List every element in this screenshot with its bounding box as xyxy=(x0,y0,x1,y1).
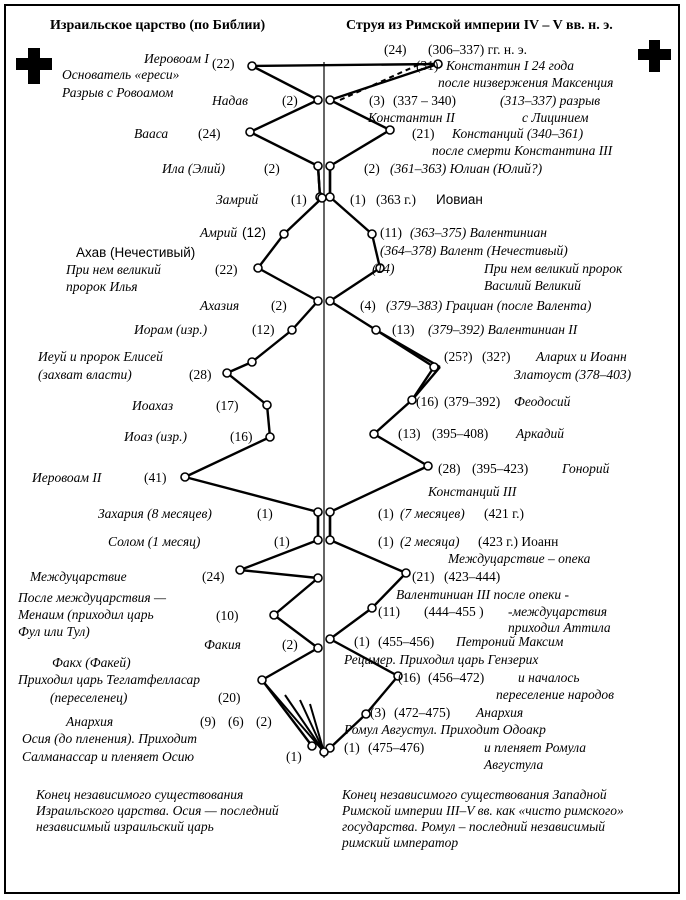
ruler-label: Захария (8 месяцев) xyxy=(98,506,212,521)
node-circle xyxy=(326,536,334,544)
ruler-label: Аларих и Иоанн xyxy=(536,349,627,364)
years-label: (1) xyxy=(344,740,360,755)
left-header: Израильское царство (по Библии) xyxy=(50,18,266,33)
ruler-label: Ила (Элий) xyxy=(162,161,226,176)
ruler-label: Замрий xyxy=(216,192,259,207)
note-label: При нем великий xyxy=(66,262,161,277)
years-label: (21) xyxy=(412,569,435,584)
ruler-label: Анархия xyxy=(66,714,114,729)
years-label: (1) xyxy=(257,506,273,521)
node-circle xyxy=(236,566,244,574)
note-label: Рецимер. Приходил царь Гензерих xyxy=(344,652,539,667)
years-label: (22) xyxy=(215,262,238,277)
node-circle xyxy=(326,635,334,643)
note-label: Августула xyxy=(484,757,544,772)
ruler-label: Гонорий xyxy=(562,461,610,476)
note-label: (7 месяцев) xyxy=(400,506,465,521)
years-label: (2) xyxy=(271,298,287,313)
connector-line xyxy=(262,648,318,680)
years-label: (3) xyxy=(370,705,386,720)
years-label: (13) xyxy=(392,322,415,337)
ruler-label: Константин II xyxy=(368,110,455,125)
years-label: (1) xyxy=(286,749,302,764)
ruler-label: Иеровоам II xyxy=(32,470,102,485)
dates-label: (337 – 340) xyxy=(393,93,456,108)
years-label: (24) xyxy=(198,126,221,141)
years-label: (1) xyxy=(350,192,366,207)
note-label: Менаим (приходил царь xyxy=(18,607,154,622)
ruler-label: Петроний Максим xyxy=(456,634,564,649)
ruler-label: Иоаз (изр.) xyxy=(124,429,188,444)
node-circle xyxy=(254,264,262,272)
years-label: (12) xyxy=(242,225,267,240)
ruler-label: (363–375) Валентиниан xyxy=(410,225,547,240)
node-circle xyxy=(402,569,410,577)
node-circle xyxy=(372,326,380,334)
node-circle xyxy=(270,611,278,619)
note-label: и началось xyxy=(518,670,580,685)
node-circle xyxy=(408,396,416,404)
node-circle xyxy=(263,401,271,409)
years-label: (21) xyxy=(412,126,435,141)
node-circle xyxy=(370,430,378,438)
note-label: пророк Илья xyxy=(66,279,138,294)
years-label: (25?) xyxy=(444,349,473,364)
ruler-label: Анархия xyxy=(476,705,524,720)
dates-label: (379–392) xyxy=(444,394,501,409)
ruler-label: Констанций (340–361) xyxy=(452,126,584,141)
node-circle xyxy=(362,710,370,718)
dates-label: (423–444) xyxy=(444,569,501,584)
connector-line xyxy=(185,437,270,477)
node-circle xyxy=(326,297,334,305)
note-label: Василий Великий xyxy=(484,278,581,293)
ruler-label: (379–392) Валентиниан II xyxy=(428,322,578,337)
node-circle xyxy=(314,508,322,516)
note-label: (313–337) разрыв xyxy=(500,93,601,108)
connector-line xyxy=(250,132,318,166)
note-label: и пленяет Ромула xyxy=(484,740,587,755)
node-circle xyxy=(314,96,322,104)
node-circle xyxy=(288,326,296,334)
years-label: (11) xyxy=(378,604,400,619)
years-label: (2) xyxy=(264,161,280,176)
note-label: Салманассар и пленяет Осию xyxy=(22,749,195,764)
ruler-label: (423 г.) Иоанн xyxy=(478,534,559,549)
years-label: (6) xyxy=(228,714,244,729)
dates-label: (395–408) xyxy=(432,426,489,441)
note-label: Фул или Тул) xyxy=(18,624,90,639)
years-label: (11) xyxy=(380,225,402,240)
years-label: (10) xyxy=(216,608,239,623)
ruler-label: Иоахаз xyxy=(132,398,174,413)
ruler-label: Амрий xyxy=(200,225,238,240)
ruler-label: Иорам (изр.) xyxy=(134,322,208,337)
right-header: Струя из Римской империи IV – V вв. н. э. xyxy=(346,18,613,33)
years-label: (31) xyxy=(416,58,439,73)
node-circle xyxy=(248,358,256,366)
connector-line xyxy=(285,695,324,752)
ruler-label: Солом (1 месяц) xyxy=(108,534,201,549)
ruler-label: Валентиниан III после опеки - xyxy=(396,587,570,602)
ruler-label: Констанций III xyxy=(428,484,517,499)
node-circle xyxy=(280,230,288,238)
connector-line xyxy=(258,268,318,301)
ruler-label: Ахав (Нечестивый) xyxy=(76,245,196,260)
ruler-label: Факх (Факей) xyxy=(52,655,131,670)
bottom-note-left: Конец независимого существования Израильского царства. Осия — последний независимый израильский царь xyxy=(36,787,279,834)
node-circle xyxy=(326,162,334,170)
note-label: (захват власти) xyxy=(38,367,132,382)
ruler-label: Ромул Августул. Приходит Одоакр xyxy=(344,722,546,737)
note-label: Междуцарствие – опека xyxy=(448,551,591,566)
node-circle xyxy=(386,126,394,134)
ruler-label: Надав xyxy=(212,93,248,108)
connector-line xyxy=(274,578,318,615)
years-label: (2) xyxy=(364,161,380,176)
ruler-label: Константин I 24 года xyxy=(446,58,574,73)
years-label: (16) xyxy=(398,670,421,685)
years-label: (16) xyxy=(230,429,253,444)
years-label: (1) xyxy=(354,634,370,649)
years-label: (28) xyxy=(189,367,212,382)
connector-line xyxy=(240,570,318,578)
ruler-label: Иовиан xyxy=(436,192,483,207)
years-label: (20) xyxy=(218,690,241,705)
note-label: после низвержения Максенция xyxy=(438,75,614,90)
node-circle xyxy=(314,162,322,170)
connector-line xyxy=(292,301,318,330)
node-circle xyxy=(258,676,266,684)
dates-label: (455–456) xyxy=(378,634,435,649)
node-circle xyxy=(424,462,432,470)
years-label: (4) xyxy=(360,298,376,313)
node-circle xyxy=(326,193,334,201)
years-label: (16) xyxy=(416,394,439,409)
ruler-label: Осия (до пленения). Приходит xyxy=(22,731,198,746)
ruler-label: (364–378) Валент (Нечестивый) xyxy=(380,243,568,258)
note-label: Разрыв с Ровоамом xyxy=(62,85,174,100)
node-circle xyxy=(246,128,254,136)
note-label: -междуцарствия xyxy=(508,604,608,619)
connector-line xyxy=(267,405,270,437)
note-label: При нем великий пророк xyxy=(484,261,623,276)
dates-label: (472–475) xyxy=(394,705,451,720)
ruler-label: Иеровоам I xyxy=(144,51,209,66)
years-label: (2) xyxy=(282,637,298,652)
node-circle xyxy=(320,748,328,756)
dates-label: (395–423) xyxy=(472,461,529,476)
note-label: (переселенец) xyxy=(50,690,128,705)
ruler-label: Факия xyxy=(204,637,241,652)
ruler-label: После междуцарствия — xyxy=(18,590,166,605)
node-circle xyxy=(248,62,256,70)
ruler-label: Ахазия xyxy=(200,298,240,313)
years-label: (1) xyxy=(378,534,394,549)
dates-label: (421 г.) xyxy=(484,506,525,521)
connector-line xyxy=(252,64,438,66)
dates-label: (363 г.) xyxy=(376,192,417,207)
years-label: (24) xyxy=(202,569,225,584)
note-label: переселение народов xyxy=(496,687,615,702)
ruler-label: Аркадий xyxy=(516,426,565,441)
years-label: (24) xyxy=(384,42,407,57)
bottom-note-right: Конец независимого существования Западной Римской империи III–V вв. как «чисто римского» государства. Ромул – последний независимый римский император xyxy=(342,787,624,850)
node-circle xyxy=(223,369,231,377)
node-circle xyxy=(318,194,326,202)
node-circle xyxy=(314,536,322,544)
node-circle xyxy=(430,363,438,371)
connector-line xyxy=(330,130,390,166)
years-label: (2) xyxy=(256,714,272,729)
node-circle xyxy=(266,433,274,441)
dates-label: (444–455 ) xyxy=(424,604,484,619)
years-label: (17) xyxy=(216,398,239,413)
ruler-label: Междуцарствие xyxy=(30,569,127,584)
years-label: (3) xyxy=(369,93,385,108)
note-label: (2 месяца) xyxy=(400,534,460,549)
years-label: (22) xyxy=(212,56,235,71)
years-label: (1) xyxy=(378,506,394,521)
node-circle xyxy=(368,604,376,612)
ruler-label: Вааса xyxy=(134,126,169,141)
node-circle xyxy=(326,96,334,104)
connector-line xyxy=(330,540,406,573)
node-circle xyxy=(314,574,322,582)
dates-label: (475–476) xyxy=(368,740,425,755)
dates-label: (456–472) xyxy=(428,670,485,685)
years-label: (28) xyxy=(438,461,461,476)
ruler-label: Феодосий xyxy=(514,394,571,409)
ruler-label: (379–383) Грациан (после Валента) xyxy=(386,298,592,313)
ruler-label: Иеуй и пророк Елисей xyxy=(38,349,163,364)
node-circle xyxy=(314,644,322,652)
node-circle xyxy=(308,742,316,750)
years-label: (41) xyxy=(144,470,167,485)
years-label: (12) xyxy=(252,322,275,337)
note-label: после смерти Константина III xyxy=(432,143,613,158)
note-label: Златоуст (378–403) xyxy=(514,367,632,382)
note-label: Основатель «ереси» xyxy=(62,67,180,82)
note-label: Приходил царь Теглатфелласар xyxy=(18,672,200,687)
years-label: (9) xyxy=(200,714,216,729)
node-circle xyxy=(314,297,322,305)
years-label: (14) xyxy=(372,261,395,276)
years-label: (13) xyxy=(398,426,421,441)
note-label: приходил Аттила xyxy=(508,620,611,635)
years-label: (32?) xyxy=(482,349,511,364)
years-label: (1) xyxy=(274,534,290,549)
node-circle xyxy=(368,230,376,238)
years-label: (1) xyxy=(291,192,307,207)
dates-label: (306–337) гг. н. э. xyxy=(428,42,528,57)
years-label: (2) xyxy=(282,93,298,108)
note-label: с Лицинием xyxy=(522,110,589,125)
node-circle xyxy=(326,508,334,516)
node-circle xyxy=(181,473,189,481)
ruler-label: (361–363) Юлиан (Юлий?) xyxy=(390,161,543,176)
